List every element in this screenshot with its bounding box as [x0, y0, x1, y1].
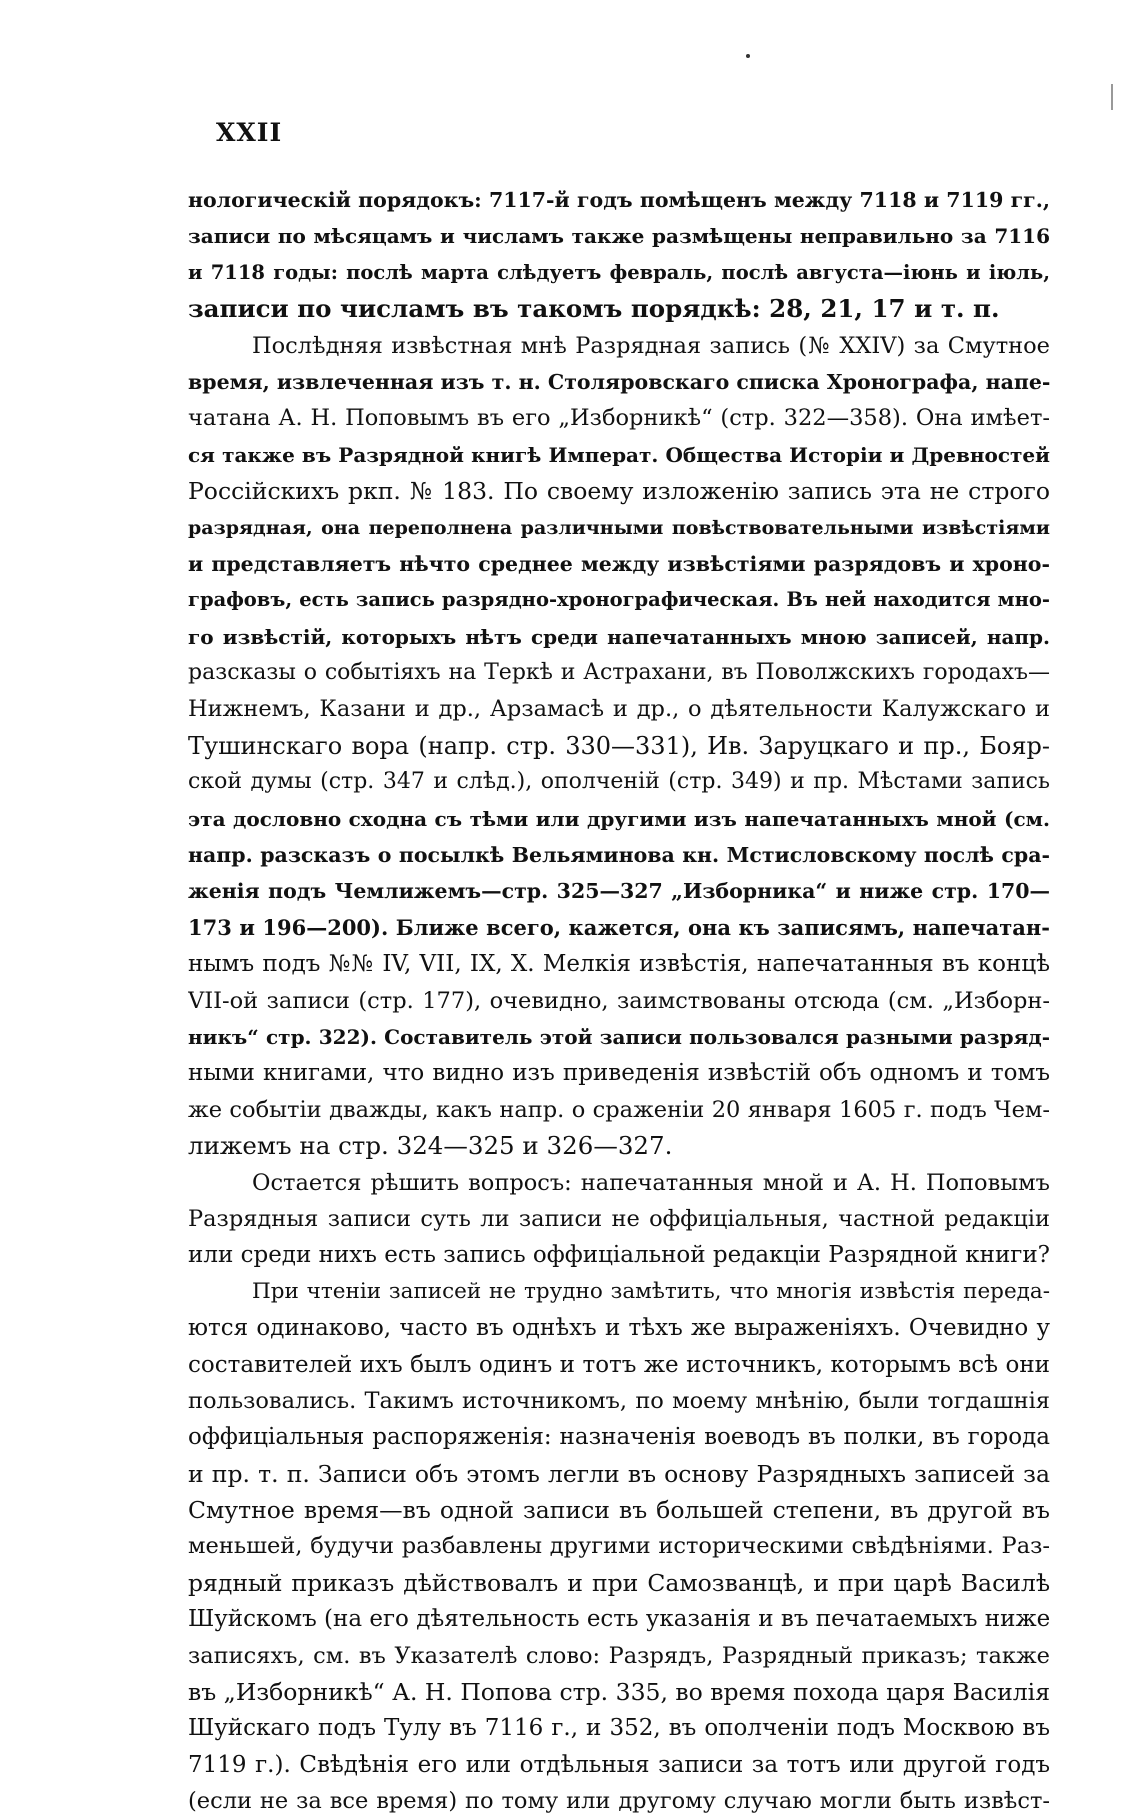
- body-text: [188, 182, 1050, 1820]
- text-line: 7119 г.). Свѣдѣнія его или отдѣльныя записи за тотъ или другой годъ: [188, 1751, 1050, 1778]
- text-line: Нижнемъ, Казани и др., Арзамасѣ и др., о дѣятельности Калужскаго и: [188, 696, 1050, 723]
- text-line: никъ“ стр. 322). Составитель этой записи пользовался разными разряд-: [188, 1024, 1050, 1049]
- text-line: эта дословно сходна съ тѣми или другими изъ напечатанныхъ мной (см.: [188, 806, 1050, 831]
- text-line: (если не за все время) по тому или другому случаю могли быть извѣст-: [188, 1788, 1050, 1815]
- text-line: разсказы о событіяхъ на Теркѣ и Астрахани, въ Поволжскихъ городахъ—: [188, 660, 1050, 686]
- text-line: и представляетъ нѣчто среднее между извѣстіями разрядовъ и хроно-: [188, 551, 1050, 576]
- text-line: графовъ, есть запись разрядно-хронографическая. Въ ней находится мно-: [188, 588, 1050, 612]
- text-line: ся также въ Разрядной книгѣ Императ. Общества Исторіи и Древностей: [188, 442, 1050, 467]
- text-line: составителей ихъ былъ одинъ и тотъ же источникъ, которымъ всѣ они: [188, 1351, 1050, 1378]
- text-line: разрядная, она переполнена различными повѣствовательными извѣстіями: [188, 516, 1050, 539]
- text-line: Шуйскаго подъ Тулу въ 7116 г., и 352, въ ополченіи подъ Москвою въ: [188, 1715, 1050, 1742]
- text-line: чатана А. Н. Поповымъ въ его „Изборникѣ“ (стр. 322—358). Она имѣет-: [188, 405, 1050, 432]
- text-line: время, извлеченная изъ т. н. Столяровскаго списка Хронографа, напе-: [188, 369, 1050, 394]
- text-line: При чтеніи записей не трудно замѣтить, что многія извѣстія переда-: [252, 1278, 1050, 1304]
- text-line: въ „Изборникѣ“ А. Н. Попова стр. 335, во время похода царя Василія: [188, 1678, 1050, 1707]
- text-line: Россійскихъ ркп. № 183. По своему изложенію запись эта не строго: [188, 477, 1050, 506]
- text-line: нологическій порядокъ: 7117-й годъ помѣщенъ между 7118 и 7119 гг.,: [188, 188, 1050, 212]
- text-line: и пр. т. п. Записи объ этомъ легли въ основу Разрядныхъ записей за: [188, 1459, 1050, 1488]
- text-line: 173 и 196—200). Ближе всего, кажется, она къ записямъ, напечатан-: [188, 914, 1050, 940]
- text-line: женія подъ Чемлижемъ—стр. 325—327 „Изборника“ и ниже стр. 170—: [188, 879, 1050, 904]
- text-line: ются одинаково, часто въ однѣхъ и тѣхъ же выраженіяхъ. Очевидно у: [188, 1315, 1050, 1342]
- text-line: Послѣдняя извѣстная мнѣ Разрядная запись (№ XXIV) за Смутное: [252, 332, 1050, 359]
- text-line: меньшей, будучи разбавлены другими историческими свѣдѣніями. Раз-: [188, 1533, 1050, 1560]
- text-line: и 7118 годы: послѣ марта слѣдуетъ февраль, послѣ августа—іюнь и іюль,: [188, 260, 1050, 284]
- text-line: рядный приказъ дѣйствовалъ и при Самозванцѣ, и при царѣ Василѣ: [188, 1568, 1050, 1597]
- page-number: XXII: [216, 118, 283, 147]
- speck-mark: [746, 54, 750, 58]
- text-line: оффиціальныя распоряженія: назначенія воеводъ въ полки, въ города: [188, 1424, 1050, 1451]
- text-line: VII-ой записи (стр. 177), очевидно, заимствованы отсюда (см. „Изборн-: [188, 987, 1050, 1014]
- text-line: записи по мѣсяцамъ и числамъ также размѣщены неправильно за 7116: [188, 224, 1050, 249]
- text-line: записяхъ, см. въ Указателѣ слово: Разрядъ, Разрядный приказъ; также: [188, 1642, 1050, 1669]
- text-line: или среди нихъ есть запись оффиціальной редакціи Разрядной книги?: [188, 1242, 1050, 1269]
- text-line: ными книгами, что видно изъ приведенія извѣстій объ одномъ и томъ: [188, 1060, 1050, 1087]
- text-line: го извѣстій, которыхъ нѣтъ среди напечатанныхъ мною записей, напр.: [188, 624, 1050, 649]
- text-line: Разрядныя записи суть ли записи не оффиціальныя, частной редакціи: [188, 1205, 1050, 1232]
- text-line: Тушинскаго вора (напр. стр. 330—331), Ив. Заруцкаго и пр., Бояр-: [188, 731, 1050, 760]
- text-line: Шуйскомъ (на его дѣятельность есть указанія и въ печатаемыхъ ниже: [188, 1606, 1050, 1633]
- text-line: записи по числамъ въ такомъ порядкѣ: 28, 21, 17 и т. п.: [188, 294, 1000, 324]
- text-line: Остается рѣшить вопросъ: напечатанныя мной и А. Н. Поповымъ: [252, 1169, 1050, 1196]
- text-line: напр. разсказъ о посылкѣ Вельяминова кн. Мстисловскому послѣ сра-: [188, 843, 1050, 868]
- page-edge-mark: [1111, 84, 1113, 110]
- text-line: пользовались. Такимъ источникомъ, по моему мнѣнію, были тогдашнія: [188, 1387, 1050, 1414]
- text-line: нымъ подъ №№ IV, VII, IX, X. Мелкія извѣстія, напечатанныя въ концѣ: [188, 951, 1050, 978]
- text-line: же событіи дважды, какъ напр. о сраженіи 20 января 1605 г. подъ Чем-: [188, 1096, 1050, 1123]
- text-line: ской думы (стр. 347 и слѣд.), ополченій (стр. 349) и пр. Мѣстами запись: [188, 769, 1050, 795]
- text-line: лижемъ на стр. 324—325 и 326—327.: [188, 1131, 673, 1161]
- text-line: Смутное время—въ одной записи въ большей степени, въ другой въ: [188, 1496, 1050, 1525]
